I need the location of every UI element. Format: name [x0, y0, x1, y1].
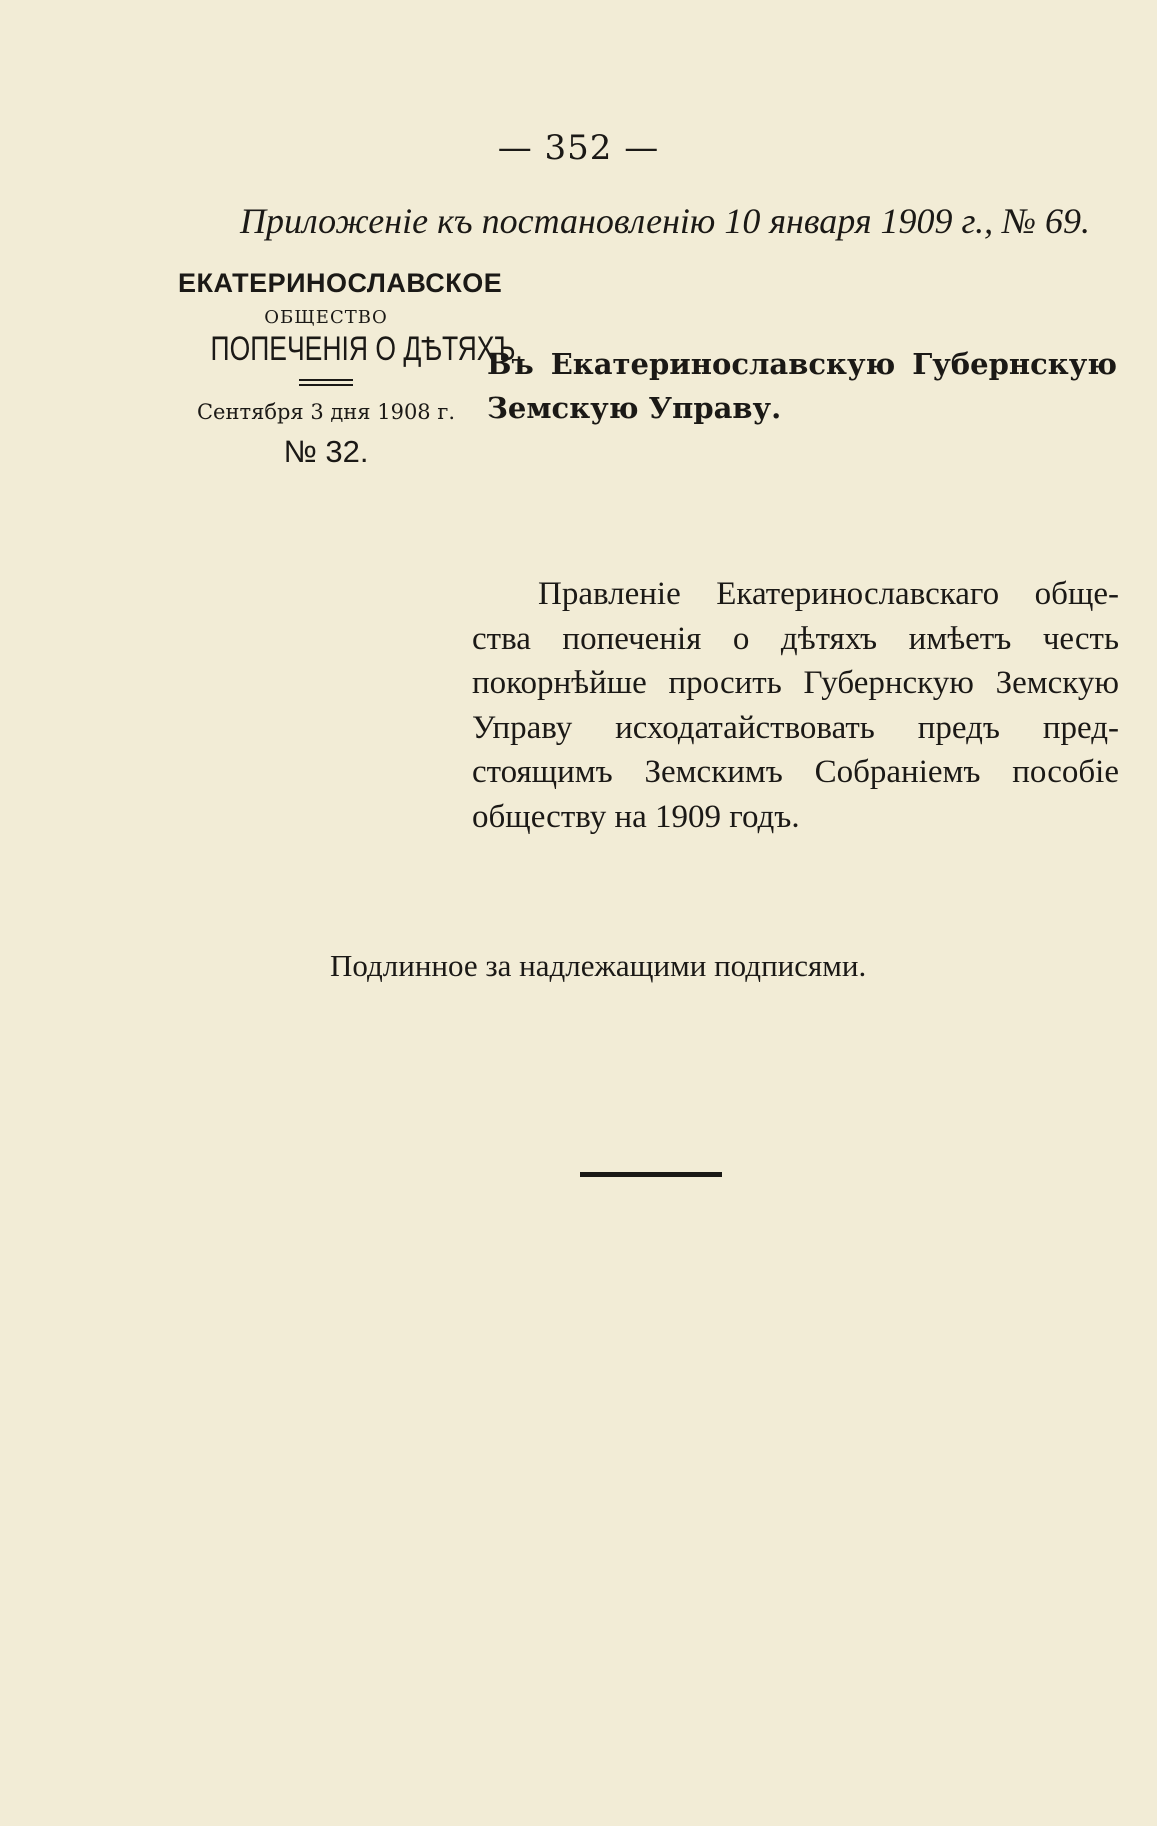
addressee-line1: Въ Екатеринославскую Губернскую [487, 347, 1117, 381]
end-rule-divider [580, 1172, 722, 1177]
letter-body [472, 572, 1119, 839]
letter-date: Сентября 3 дня 1908 г. [196, 400, 456, 424]
appendix-heading: Приложеніе къ постановленію 10 января 1909 г., № 69. [240, 201, 1091, 241]
body-line: стоящимъ Земскимъ Собраніемъ пособіе [472, 754, 1119, 790]
organization-name-line1: ЕКАТЕРИНОСЛАВСКОЕ [178, 268, 503, 298]
organization-block [178, 268, 523, 470]
body-line: Правленіе Екатеринославскаго обще- [538, 576, 1119, 612]
body-line: ства попеченія о дѣтяхъ имѣетъ честь [472, 620, 1119, 657]
body-line: обществу на 1909 годъ. [472, 798, 800, 835]
body-line: покорнѣйше просить Губернскую Земскую [472, 665, 1119, 701]
addressee-line2: Земскую Управу. [487, 391, 782, 425]
addressee [487, 342, 1117, 430]
page-number: — 352 — [497, 128, 660, 168]
double-rule-divider [299, 379, 353, 386]
organization-name-line3: ПОПЕЧЕНІЯ О ДѢТЯХЪ. [210, 330, 523, 368]
letter-number: № 32. [283, 434, 369, 469]
body-line: Управу исходатайствовать предъ пред- [472, 709, 1119, 746]
organization-name-line2: ОБЩЕСТВО [264, 307, 388, 328]
certification-note: Подлинное за надлежащими подписями. [330, 948, 867, 983]
